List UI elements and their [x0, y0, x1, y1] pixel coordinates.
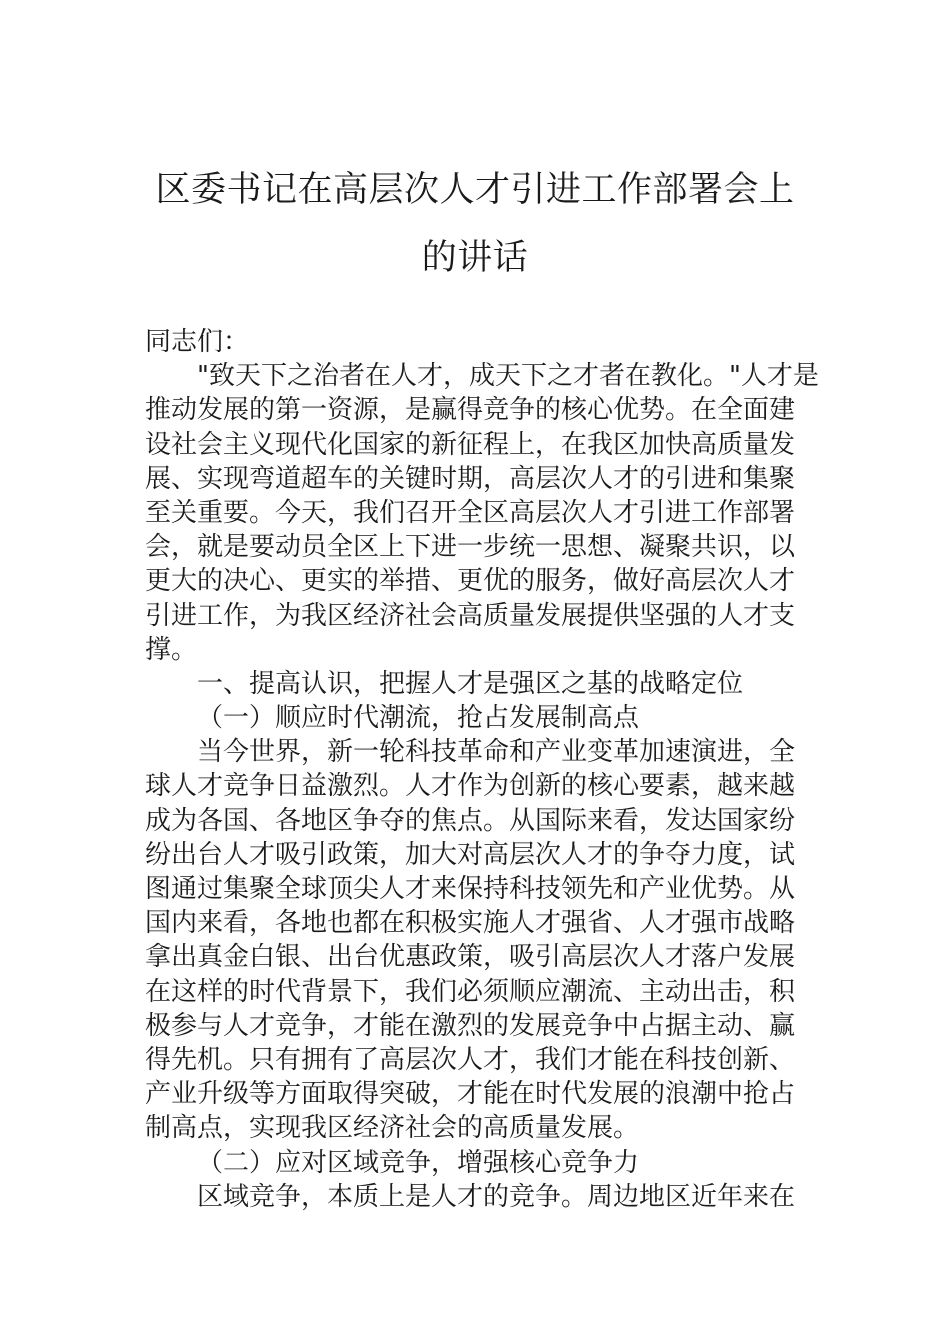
body-line: （一）顺应时代潮流，抢占发展制高点: [197, 703, 640, 734]
body-line: 在这样的时代背景下，我们必须顺应潮流、主动出击，积: [145, 976, 796, 1007]
body-line: 球人才竞争日益激烈。人才作为创新的核心要素，越来越: [145, 771, 796, 802]
body-line: 产业升级等方面取得突破，才能在时代发展的浪潮中抢占: [145, 1079, 796, 1110]
body-line: 至关重要。今天，我们召开全区高层次人才引进工作部署: [145, 497, 796, 528]
body-line: "致天下之治者在人才，成天下之才者在教化。"人才是: [197, 361, 819, 392]
body-line: （二）应对区域竞争，增强核心竞争力: [197, 1147, 640, 1178]
body-line: 撑。: [145, 634, 198, 665]
body-line: 设社会主义现代化国家的新征程上，在我区加快高质量发: [145, 429, 796, 460]
body-line: 纷出台人才吸引政策，加大对高层次人才的争夺力度，试: [145, 839, 796, 870]
document-title-line-2: 的讲话: [421, 238, 529, 278]
body-line: 图通过集聚全球顶尖人才来保持科技领先和产业优势。从: [145, 874, 796, 904]
body-line: 展、实现弯道超车的关键时期，高层次人才的引进和集聚: [145, 463, 796, 494]
body-line: 区域竞争，本质上是人才的竞争。周边地区近年来在: [197, 1181, 796, 1212]
body-line: 得先机。只有拥有了高层次人才，我们才能在科技创新、: [145, 1044, 796, 1075]
body-line: 拿出真金白银、出台优惠政策，吸引高层次人才落户发展: [145, 942, 796, 973]
body-line: 一、提高认识，把握人才是强区之基的战略定位: [197, 668, 744, 699]
body-line: 成为各国、各地区争夺的焦点。从国际来看，发达国家纷: [145, 805, 796, 836]
body-line: 更大的决心、更实的举措、更优的服务，做好高层次人才: [145, 566, 796, 597]
body-line: 制高点，实现我区经济社会的高质量发展。: [145, 1113, 640, 1144]
body-line: 当今世界，新一轮科技革命和产业变革加速演进，全: [197, 737, 796, 768]
body-line: 国内来看，各地也都在积极实施人才强省、人才强市战略: [145, 908, 796, 939]
document-body: [145, 325, 819, 1214]
body-line: 引进工作，为我区经济社会高质量发展提供坚强的人才支: [145, 600, 796, 631]
body-line: 推动发展的第一资源，是赢得竞争的核心优势。在全面建: [145, 395, 796, 426]
body-line: 极参与人才竞争，才能在激烈的发展竞争中占据主动、赢: [145, 1010, 796, 1041]
body-line: 会，就是要动员全区上下进一步统一思想、凝聚共识，以: [145, 532, 796, 563]
body-line: 同志们：: [145, 327, 250, 357]
document-title-line-1: 区委书记在高层次人才引进工作部署会上: [155, 170, 795, 210]
